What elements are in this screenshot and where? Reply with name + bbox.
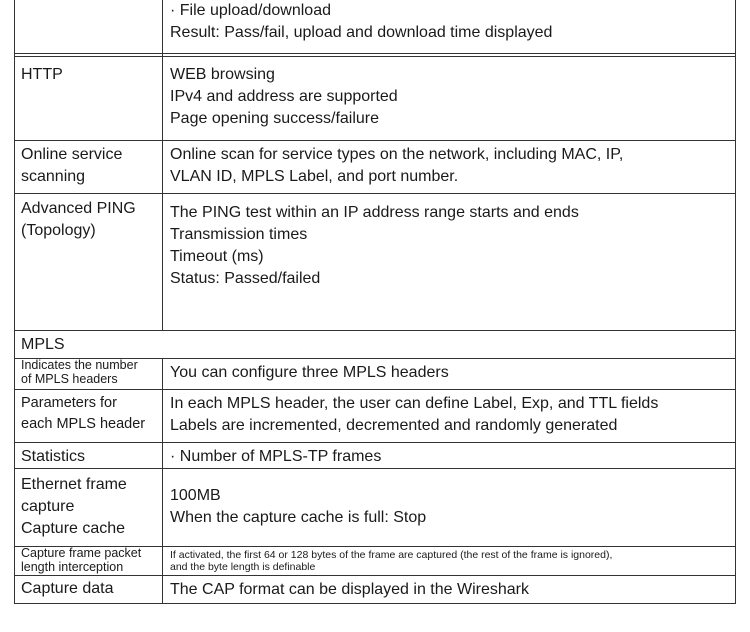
row-packet-length-value [170,550,612,573]
text-line: Online scan for service types on the network, including MAC, IP, [170,146,624,163]
row-divider [14,56,736,57]
text-line: Statistics [21,448,86,465]
row-online-scan-value [170,144,623,188]
row-divider [14,193,736,194]
text-line: Capture frame packet [21,546,142,560]
row-advanced-ping-label [21,198,136,242]
text-line: HTTP [21,66,63,83]
row-mpls-header-count-value [170,362,449,384]
row-http-value [170,64,398,130]
text-line: MPLS [21,336,65,353]
text-line: Transmission times [170,226,308,243]
row-mpls-parameters-label [21,393,145,435]
row-mpls-header-count-label [21,359,138,386]
text-line: Page opening success/failure [170,110,380,127]
row-divider [14,468,736,469]
row-ethernet-capture-value [170,485,426,529]
row-divider [14,575,736,576]
text-line: · File upload/download [170,2,331,19]
row-capture-data-label [21,578,114,600]
text-line: · Number of MPLS-TP frames [170,448,382,465]
text-line: Capture cache [21,520,126,537]
text-line: Labels are incremented, decremented and randomly generated [170,417,618,434]
text-line: The PING test within an IP address range starts and ends [170,204,579,221]
row-divider [14,442,736,443]
table-left-border [14,0,15,604]
text-line: (Topology) [21,222,96,239]
text-line: and the byte length is definable [170,560,316,573]
text-line: WEB browsing [170,66,275,83]
column-divider [162,0,163,330]
row-capture-data-value [170,579,529,601]
text-line: Indicates the number [21,358,138,372]
text-line: Capture data [21,580,114,597]
row-ethernet-capture-label [21,474,127,540]
text-line: Advanced PING [21,200,136,217]
text-line: 100MB [170,487,221,504]
row-file-upload-value [170,0,552,44]
section-heading-mpls [21,334,65,356]
table-right-border [735,0,736,604]
text-line: In each MPLS header, the user can define Label, Exp, and TTL fields [170,395,659,412]
text-line: of MPLS headers [21,371,118,386]
text-line: The CAP format can be displayed in the Wireshark [170,581,529,598]
text-line: If activated, the first 64 or 128 bytes of the frame are captured (the rest of the frame is ignored), [170,549,613,561]
text-line: Result: Pass/fail, upload and download time displayed [170,24,553,41]
text-line: Status: Passed/failed [170,270,321,287]
text-line: scanning [21,168,86,185]
row-advanced-ping-value [170,202,579,290]
row-http-label [21,64,63,86]
text-line: capture [21,498,75,515]
text-line: When the capture cache is full: Stop [170,509,427,526]
row-divider [14,330,736,331]
row-divider [14,389,736,390]
row-statistics-value [170,446,381,468]
row-statistics-label [21,446,85,468]
text-line: length interception [21,559,124,574]
text-line: IPv4 and address are supported [170,88,398,105]
text-line: Timeout (ms) [170,248,264,265]
column-divider [162,358,163,604]
text-line: Online service [21,146,123,163]
text-line: each MPLS header [21,416,146,432]
row-divider [14,140,736,141]
row-online-scan-label [21,144,122,188]
text-line: You can configure three MPLS headers [170,364,449,381]
row-divider [14,53,736,54]
text-line: Ethernet frame [21,476,127,493]
text-line: Parameters for [21,395,117,411]
row-packet-length-label [21,547,141,574]
row-divider [14,603,736,604]
row-mpls-parameters-value [170,393,658,437]
text-line: VLAN ID, MPLS Label, and port number. [170,168,459,185]
